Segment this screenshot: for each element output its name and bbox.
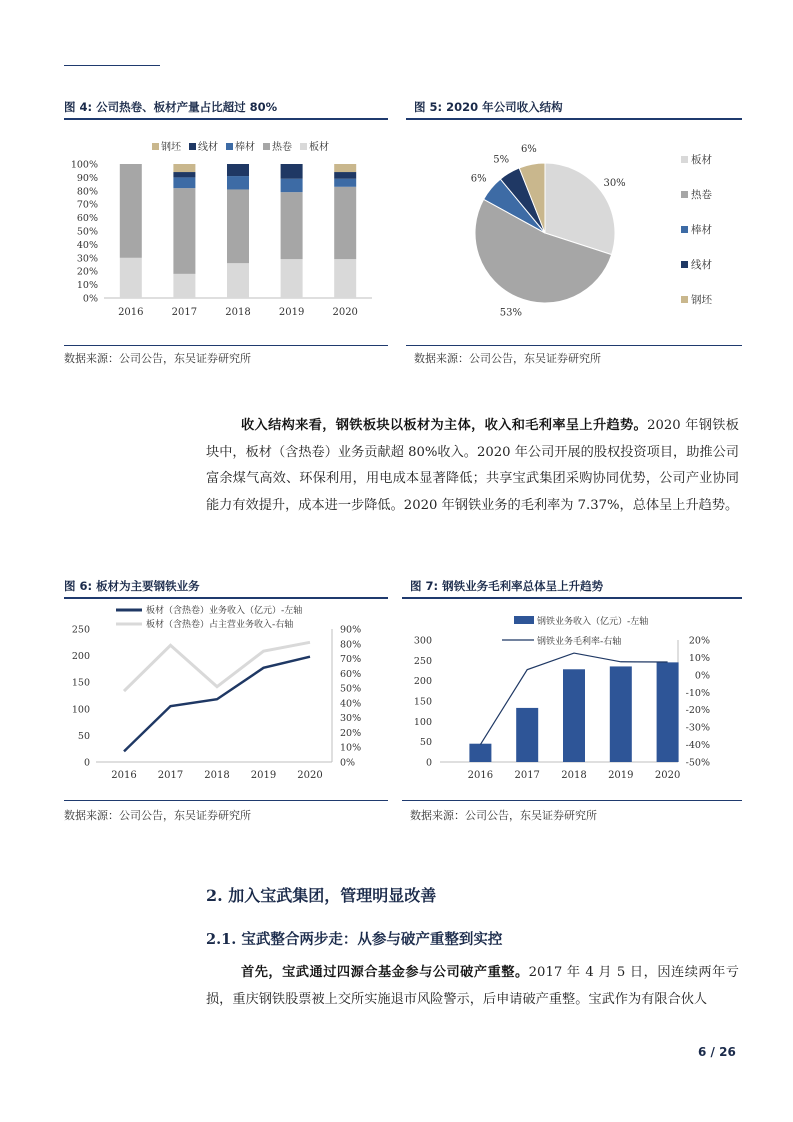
y-right-tick-label: 10% — [340, 742, 362, 754]
bar — [469, 744, 491, 762]
paragraph-text: 2020 年钢铁板块中，板材（含热卷）业务贡献超 80%收入。2020 年公司开展的股权投资项目，助推公司富余煤气高效、环保利用，用电成本显著降低；共享宝武集团采购协同优势，公司产业协同能力有效提升，成本进一步降低。2020 年钢铁业务的毛利率为 7.37%，总体呈上升趋势。 — [206, 418, 739, 513]
figure-7-source: 数据来源：公司公告，东吴证券研究所 — [410, 809, 597, 822]
series-line-share — [124, 642, 310, 691]
legend-swatch — [514, 616, 534, 624]
y-right-tick-label: 40% — [340, 698, 362, 710]
legend-swatch — [263, 143, 270, 150]
y-tick-label: 100% — [70, 159, 98, 171]
bar-segment — [227, 164, 249, 176]
series-line-revenue — [124, 657, 310, 752]
legend-swatch — [681, 191, 688, 198]
figure-4-chart — [64, 130, 388, 340]
bar-segment — [281, 164, 303, 179]
y-right-tick-label: 50% — [340, 683, 362, 695]
x-tick-label: 2020 — [654, 770, 681, 781]
figure-6-title: 图 6: 板材为主要钢铁业务 — [64, 579, 200, 593]
bar-segment — [173, 188, 195, 274]
legend-label: 棒材 — [235, 142, 255, 153]
figure-4-title: 图 4: 公司热卷、板材产量占比超过 80% — [64, 100, 278, 114]
y-right-tick-label: -30% — [685, 722, 710, 734]
y-left-tick-label: 200 — [71, 651, 90, 663]
legend-swatch — [681, 296, 688, 303]
y-left-tick-label: 0 — [425, 757, 432, 769]
pie-value-label: 6% — [470, 173, 487, 185]
figure-6-chart — [64, 600, 388, 798]
figure-6-source: 数据来源：公司公告，东吴证券研究所 — [64, 809, 251, 822]
body-paragraph-revenue — [206, 413, 739, 519]
y-tick-label: 30% — [76, 253, 98, 265]
legend-swatch — [226, 143, 233, 150]
legend-label: 钢坯 — [161, 142, 181, 153]
y-left-tick-label: 150 — [71, 677, 90, 689]
y-tick-label: 50% — [76, 226, 98, 238]
section-heading: 2. 加入宝武集团，管理明显改善 — [206, 886, 437, 905]
y-right-tick-label: 80% — [340, 639, 362, 651]
legend-label: 棒材 — [691, 224, 712, 236]
y-right-tick-label: 90% — [340, 624, 362, 636]
y-right-tick-label: 70% — [340, 654, 362, 666]
figure-7-bottom-rule — [402, 800, 742, 801]
y-left-tick-label: 250 — [413, 655, 432, 667]
bar — [516, 708, 538, 762]
legend-label: 热卷 — [691, 189, 712, 201]
paragraph-lead: 收入结构来看，钢铁板块以板材为主体，收入和毛利率呈上升趋势。 — [241, 418, 648, 433]
figure-7-title: 图 7: 钢铁业务毛利率总体呈上升趋势 — [410, 579, 604, 593]
legend-swatch — [681, 226, 688, 233]
pie-value-label: 6% — [520, 144, 537, 156]
x-tick-label: 2018 — [561, 770, 587, 781]
bar-segment — [334, 259, 356, 298]
bar-segment — [281, 192, 303, 259]
body-paragraph-restructuring — [206, 960, 739, 1013]
bar-segment — [334, 179, 356, 187]
bar-segment — [173, 172, 195, 177]
y-tick-label: 70% — [76, 199, 98, 211]
legend-label: 板材（含热卷）占主营业务收入-右轴 — [146, 620, 294, 630]
bar-segment — [120, 164, 142, 258]
y-right-tick-label: 0% — [340, 757, 356, 769]
legend-swatch — [300, 143, 307, 150]
x-tick-label: 2016 — [467, 770, 494, 781]
y-right-tick-label: -50% — [685, 757, 710, 769]
figure-4-source: 数据来源：公司公告，东吴证券研究所 — [64, 352, 251, 365]
header-rule — [64, 65, 160, 66]
bar — [657, 662, 679, 762]
bar-segment — [227, 176, 249, 189]
bar-segment — [173, 164, 195, 172]
paragraph-text: 2017 年 4 月 5 日，因连续两年亏损，重庆钢铁股票被上交所实施退市风险警示，后申请破产重整。宝武作为有限合伙人 — [206, 965, 739, 1007]
y-left-tick-label: 300 — [413, 635, 432, 647]
x-tick-label: 2017 — [157, 770, 184, 781]
y-left-tick-label: 150 — [413, 696, 432, 708]
x-tick-label: 2018 — [225, 307, 251, 318]
y-tick-label: 40% — [76, 239, 98, 251]
x-tick-label: 2018 — [204, 770, 230, 781]
legend-label: 钢坯 — [691, 294, 712, 306]
legend-label: 钢铁业务收入（亿元）-左轴 — [537, 617, 649, 627]
legend-label: 板材 — [691, 154, 712, 166]
y-left-tick-label: 250 — [71, 624, 90, 636]
bar-segment — [281, 179, 303, 192]
legend-swatch — [189, 143, 196, 150]
x-tick-label: 2020 — [332, 307, 358, 318]
y-left-tick-label: 100 — [71, 704, 90, 716]
y-left-tick-label: 50 — [77, 730, 90, 742]
legend-swatch — [152, 143, 159, 150]
figure-5-chart — [406, 130, 742, 340]
legend-swatch — [681, 261, 688, 268]
bar-segment — [227, 189, 249, 263]
y-left-tick-label: 50 — [419, 737, 432, 749]
y-right-tick-label: 20% — [688, 635, 710, 647]
y-right-tick-label: 10% — [688, 652, 710, 664]
legend-label: 板材（含热卷）业务收入（亿元）-左轴 — [146, 606, 303, 616]
y-right-tick-label: -10% — [685, 687, 710, 699]
y-tick-label: 90% — [76, 172, 98, 184]
figure-5-top-rule — [406, 118, 742, 120]
y-tick-label: 60% — [76, 213, 98, 225]
bar — [563, 669, 585, 762]
x-tick-label: 2019 — [608, 770, 634, 781]
figure-7-top-rule — [402, 597, 742, 599]
bar — [610, 666, 632, 762]
x-tick-label: 2016 — [118, 307, 144, 318]
figure-4-top-rule — [64, 118, 388, 120]
bar-segment — [334, 187, 356, 259]
figure-4-bottom-rule — [64, 345, 388, 346]
bar-segment — [334, 164, 356, 172]
legend-label: 热卷 — [272, 142, 292, 153]
legend-label: 钢铁业务毛利率-右轴 — [537, 637, 622, 647]
legend-swatch — [681, 156, 688, 163]
y-left-tick-label: 100 — [413, 716, 432, 728]
figure-5-bottom-rule — [406, 345, 742, 346]
x-tick-label: 2019 — [250, 770, 277, 781]
y-right-tick-label: 60% — [340, 668, 362, 680]
subsection-heading: 2.1. 宝武整合两步走：从参与破产重整到实控 — [206, 931, 503, 948]
figure-6-top-rule — [64, 597, 388, 599]
y-right-tick-label: 30% — [340, 713, 362, 725]
y-left-tick-label: 200 — [413, 676, 432, 688]
figure-6-bottom-rule — [64, 800, 388, 801]
legend-label: 线材 — [691, 259, 712, 271]
pie-value-label: 30% — [603, 177, 626, 189]
y-left-tick-label: 0 — [83, 757, 90, 769]
legend-label: 线材 — [198, 142, 218, 153]
y-right-tick-label: -40% — [685, 740, 710, 752]
x-tick-label: 2017 — [171, 307, 198, 318]
x-tick-label: 2017 — [514, 770, 540, 781]
bar-segment — [173, 177, 195, 188]
bar-segment — [227, 263, 249, 298]
bar-segment — [334, 172, 356, 179]
pie-value-label: 53% — [499, 307, 522, 319]
pie-value-label: 5% — [493, 154, 510, 166]
y-tick-label: 0% — [82, 293, 98, 305]
y-right-tick-label: -20% — [685, 705, 710, 717]
bar-segment — [173, 274, 195, 298]
figure-5-title: 图 5: 2020 年公司收入结构 — [414, 100, 563, 114]
bar-segment — [120, 258, 142, 298]
y-tick-label: 10% — [76, 280, 98, 292]
page-number: 6 / 26 — [698, 1045, 736, 1059]
x-tick-label: 2016 — [111, 770, 137, 781]
paragraph-lead: 首先，宝武通过四源合基金参与公司破产重整。 — [241, 965, 529, 980]
y-tick-label: 20% — [76, 266, 98, 278]
x-tick-label: 2019 — [278, 307, 305, 318]
figure-5-source: 数据来源：公司公告，东吴证券研究所 — [414, 352, 601, 365]
legend-label: 板材 — [309, 142, 329, 153]
x-tick-label: 2020 — [297, 770, 323, 781]
y-right-tick-label: 20% — [340, 727, 362, 739]
y-right-tick-label: 0% — [694, 670, 710, 682]
y-tick-label: 80% — [76, 186, 98, 198]
bar-segment — [281, 259, 303, 298]
figure-7-chart — [402, 600, 742, 798]
